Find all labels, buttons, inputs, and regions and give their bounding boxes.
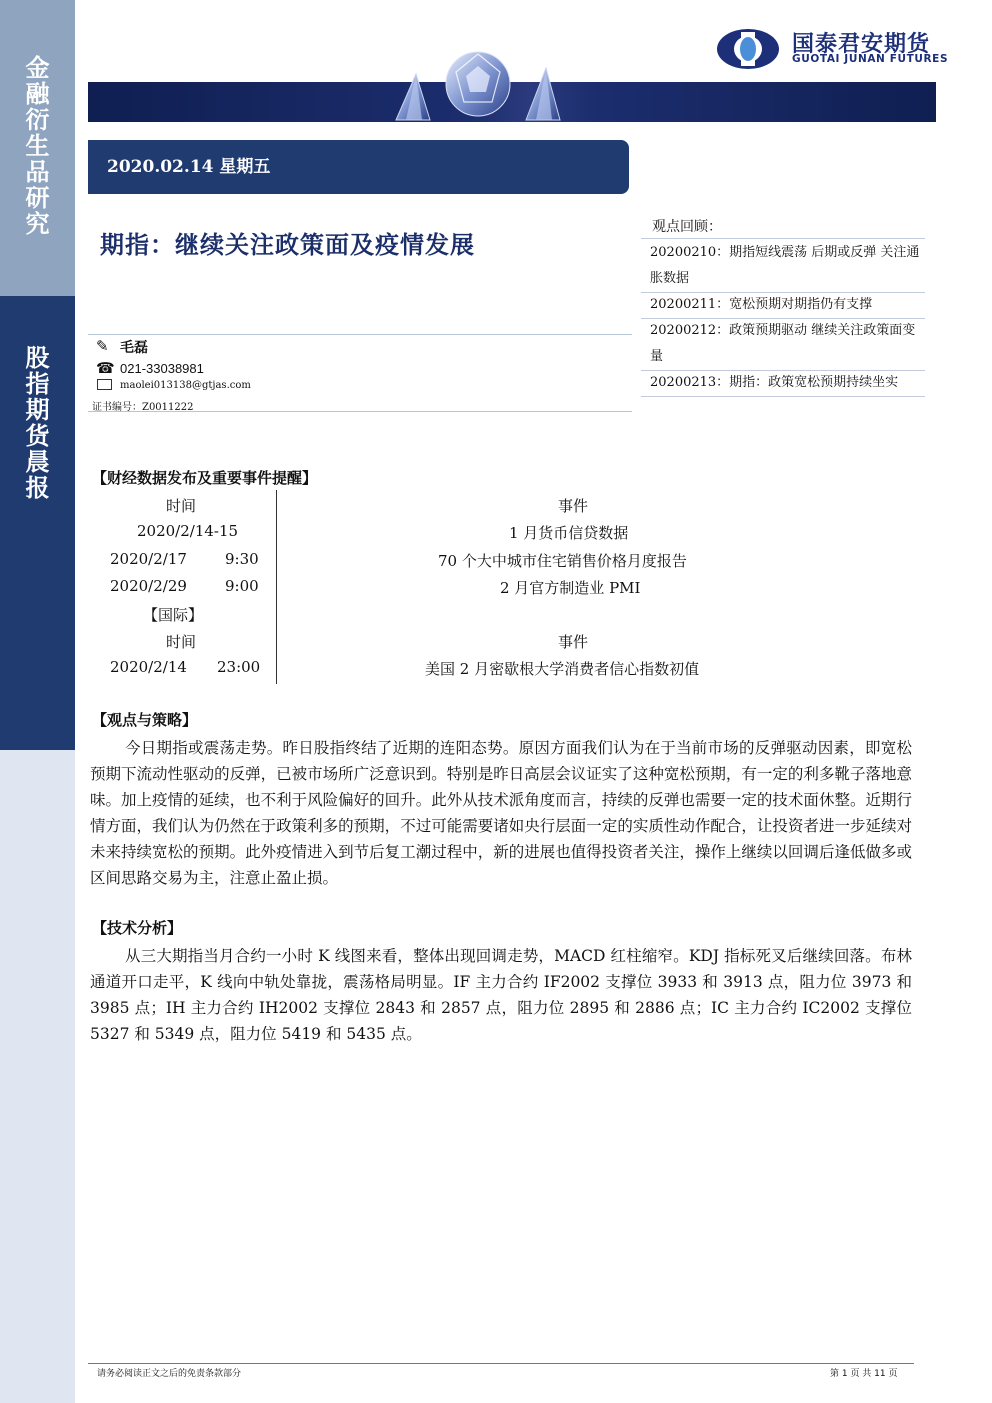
event-date: 2020/2/29 (110, 577, 187, 595)
event-name: 1 月货币信贷数据 (509, 524, 629, 542)
review-heading: 观点回顾： (652, 219, 722, 235)
sidebar-report-type-label: 股指期货晨报 (25, 344, 50, 502)
pencil-icon: ✎ (96, 337, 109, 355)
views-heading: 【观点与策略】 (92, 711, 198, 729)
column-header-event: 事件 (558, 633, 589, 651)
sidebar-bottom-panel (0, 750, 75, 1403)
logo-mark (716, 28, 780, 70)
mail-icon (97, 379, 112, 390)
company-logo-english: GUOTAI JUNAN FUTURES (792, 53, 949, 65)
event-name: 2 月官方制造业 PMI (500, 579, 641, 597)
review-item: 20200212：政策预期驱动 继续关注政策面变量 (650, 323, 916, 364)
author-email[interactable]: maolei013138@gtjas.com (120, 380, 251, 391)
page-number: 第 1 页 共 11 页 (830, 1369, 898, 1379)
review-item: 20200210：期指短线震荡 后期或反弹 关注通胀数据 (650, 245, 920, 286)
divider (641, 238, 925, 239)
review-item: 20200211：宽松预期对期指仍有支撑 (650, 297, 873, 312)
event-date: 2020/2/14 (110, 658, 187, 676)
international-label: 【国际】 (143, 606, 204, 624)
event-time: 9:00 (225, 577, 259, 595)
footer-divider (88, 1363, 914, 1364)
event-date: 2020/2/14-15 (137, 522, 239, 540)
sidebar-category-label: 金融衍生品研究 (25, 54, 50, 238)
diamond-graphic (388, 50, 568, 126)
author-phone: 021-33038981 (120, 361, 204, 376)
report-date: 2020.02.14 星期五 (107, 157, 271, 177)
review-item: 20200213：期指：政策宽松预期持续坐实 (650, 375, 899, 390)
event-date: 2020/2/17 (110, 550, 187, 568)
event-time: 9:30 (225, 550, 259, 568)
table-divider (276, 490, 277, 684)
events-heading: 【财经数据发布及重要事件提醒】 (92, 469, 318, 487)
event-name: 70 个大中城市住宅销售价格月度报告 (438, 552, 687, 570)
event-name: 美国 2 月密歇根大学消费者信心指数初值 (425, 660, 700, 678)
author-name: 毛磊 (120, 340, 148, 356)
divider (88, 411, 632, 412)
column-header-event: 事件 (558, 497, 589, 515)
column-header-time: 时间 (166, 633, 197, 651)
certificate-number: 证书编号：Z0011222 (92, 402, 194, 413)
technical-heading: 【技术分析】 (92, 919, 183, 937)
views-paragraph: 今日期指或震荡走势。昨日股指终结了近期的连阳态势。原因方面我们认为在于当前市场的反弹驱动因素，即宽松预期下流动性驱动的反弹，已被市场所广泛意识到。特别是昨日高层会议证实了这种宽松预期，有一定的利多靴子落地意味。加上疫情的延续，也不利于风险偏好的回升。此外从技术派角度而言，持续的反弹也需要一定的技术面休整。近期行情方面，我们认为仍然在于政策利多的预期，不过可能需要诸如央行层面一定的实质性动作配合，让投资者进一步延续对未来持续宽松的预期。此外疫情进入到节后复工潮过程中，新的进展也值得投资者关注，操作上继续以回调后逢低做多或区间思路交易为主，注意止盈止损。 (90, 739, 912, 887)
disclaimer-note: 请务必阅读正文之后的免责条款部分 (97, 1369, 242, 1379)
phone-icon: ☎ (96, 359, 115, 377)
technical-paragraph: 从三大期指当月合约一小时 K 线图来看，整体出现回调走势，MACD 红柱缩窄。KDJ 指标死叉后继续回落。布林通道开口走平，K 线向中轨处靠拢，震荡格局明显。IF 主力合约 IF2002 支撑位 3933 和 3913 点，阻力位 3973 和 3985 点；IH 主力合约 IH2002 支撑位 2843 和 2857 点，阻力位 2895 和 2886 点；IC 主力合约 IC2002 支撑位 5327 和 5349 点，阻力位 5419 和 5435 点。 (90, 947, 912, 1043)
event-time: 23:00 (217, 658, 261, 676)
divider (641, 396, 925, 397)
report-title: 期指：继续关注政策面及疫情发展 (100, 230, 475, 259)
company-logo-text: 国泰君安期货 (792, 32, 931, 57)
column-header-time: 时间 (166, 497, 197, 515)
divider (88, 334, 632, 335)
